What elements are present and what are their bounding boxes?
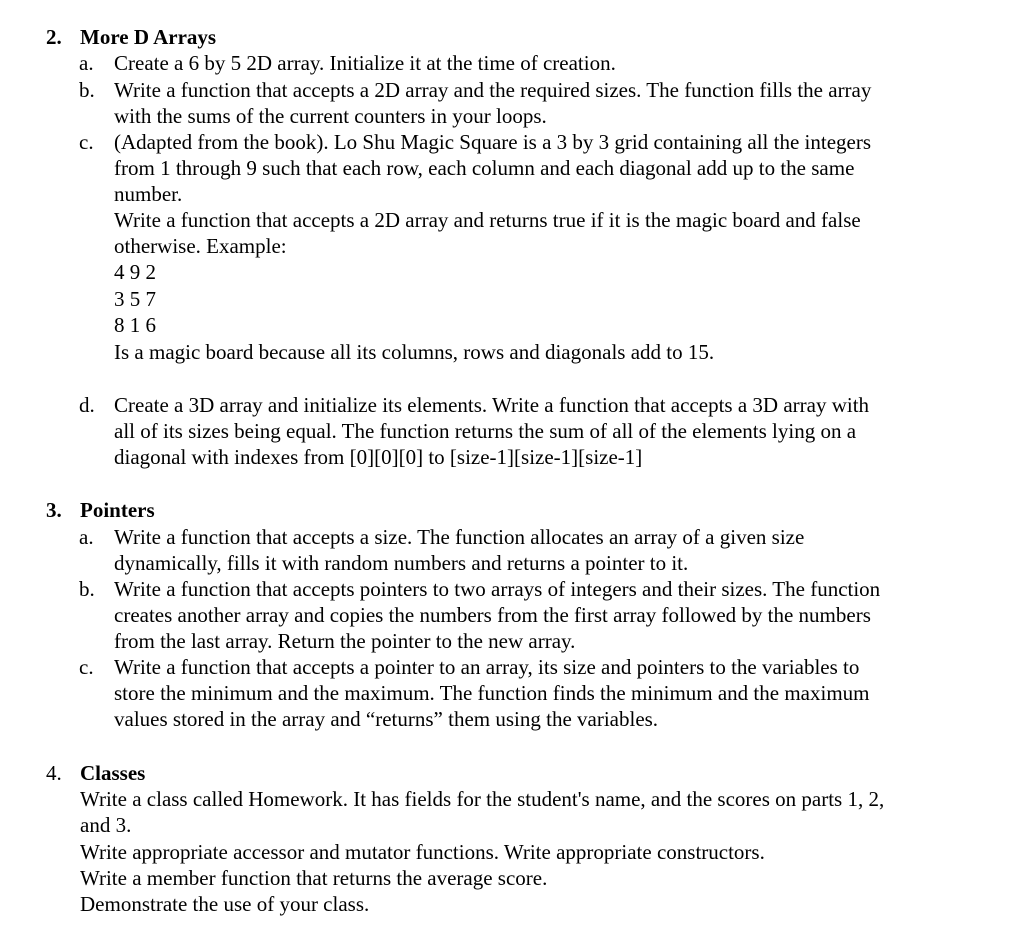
item-letter: c.	[79, 655, 94, 679]
item-text-line: Write a function that accepts a 2D array and returns true if it is the magic board and false	[114, 208, 861, 232]
section-number: 2.	[46, 25, 62, 49]
section-text-line: Write a class called Homework. It has fields for the student's name, and the scores on parts 1, 2,	[80, 787, 885, 811]
item-letter: d.	[79, 393, 95, 417]
item-letter: a.	[79, 51, 94, 75]
item-text-line: Write a function that accepts pointers to two arrays of integers and their sizes. The function	[114, 577, 881, 601]
item-text-line: creates another array and copies the numbers from the first array followed by the numbers	[114, 603, 871, 627]
section-text-line: and 3.	[80, 813, 132, 837]
section-text-line: Write a member function that returns the average score.	[80, 866, 548, 890]
section-title: Classes	[80, 761, 146, 785]
item-letter: a.	[79, 525, 94, 549]
item-text-line: with the sums of the current counters in your loops.	[114, 104, 547, 128]
item-letter: c.	[79, 130, 94, 154]
section-number: 4.	[46, 761, 62, 785]
item-text-line: store the minimum and the maximum. The function finds the minimum and the maximum	[114, 681, 870, 705]
item-text-line: Create a 6 by 5 2D array. Initialize it at the time of creation.	[114, 51, 616, 75]
magic-square-row: 3 5 7	[114, 287, 156, 311]
item-text-line: Is a magic board because all its columns, rows and diagonals add to 15.	[114, 340, 715, 364]
item-text-line: values stored in the array and “returns” them using the variables.	[114, 707, 659, 731]
item-text-line: number.	[114, 182, 183, 206]
item-text-line: Write a function that accepts a pointer to an array, its size and pointers to the variables to	[114, 655, 860, 679]
item-text-line: Write a function that accepts a size. The function allocates an array of a given size	[114, 525, 805, 549]
item-letter: b.	[79, 78, 95, 102]
item-text-line: diagonal with indexes from [0][0][0] to [size-1][size-1][size-1]	[114, 445, 643, 469]
section-text-line: Write appropriate accessor and mutator functions. Write appropriate constructors.	[80, 840, 765, 864]
section-text-line: Demonstrate the use of your class.	[80, 892, 370, 916]
item-text-line: from the last array. Return the pointer to the new array.	[114, 629, 576, 653]
magic-square-row: 4 9 2	[114, 260, 156, 284]
item-text-line: from 1 through 9 such that each row, each column and each diagonal add up to the same	[114, 156, 855, 180]
section-number: 3.	[46, 498, 62, 522]
item-letter: b.	[79, 577, 95, 601]
magic-square-row: 8 1 6	[114, 313, 156, 337]
section-title: More D Arrays	[80, 25, 217, 49]
section-title: Pointers	[80, 498, 155, 522]
item-text-line: Create a 3D array and initialize its elements. Write a function that accepts a 3D array with	[114, 393, 870, 417]
item-text-line: otherwise. Example:	[114, 234, 287, 258]
item-text-line: Write a function that accepts a 2D array and the required sizes. The function fills the array	[114, 78, 872, 102]
item-text-line: all of its sizes being equal. The function returns the sum of all of the elements lying on a	[114, 419, 857, 443]
item-text-line: (Adapted from the book). Lo Shu Magic Square is a 3 by 3 grid containing all the integers	[114, 130, 871, 154]
item-text-line: dynamically, fills it with random numbers and returns a pointer to it.	[114, 551, 689, 575]
